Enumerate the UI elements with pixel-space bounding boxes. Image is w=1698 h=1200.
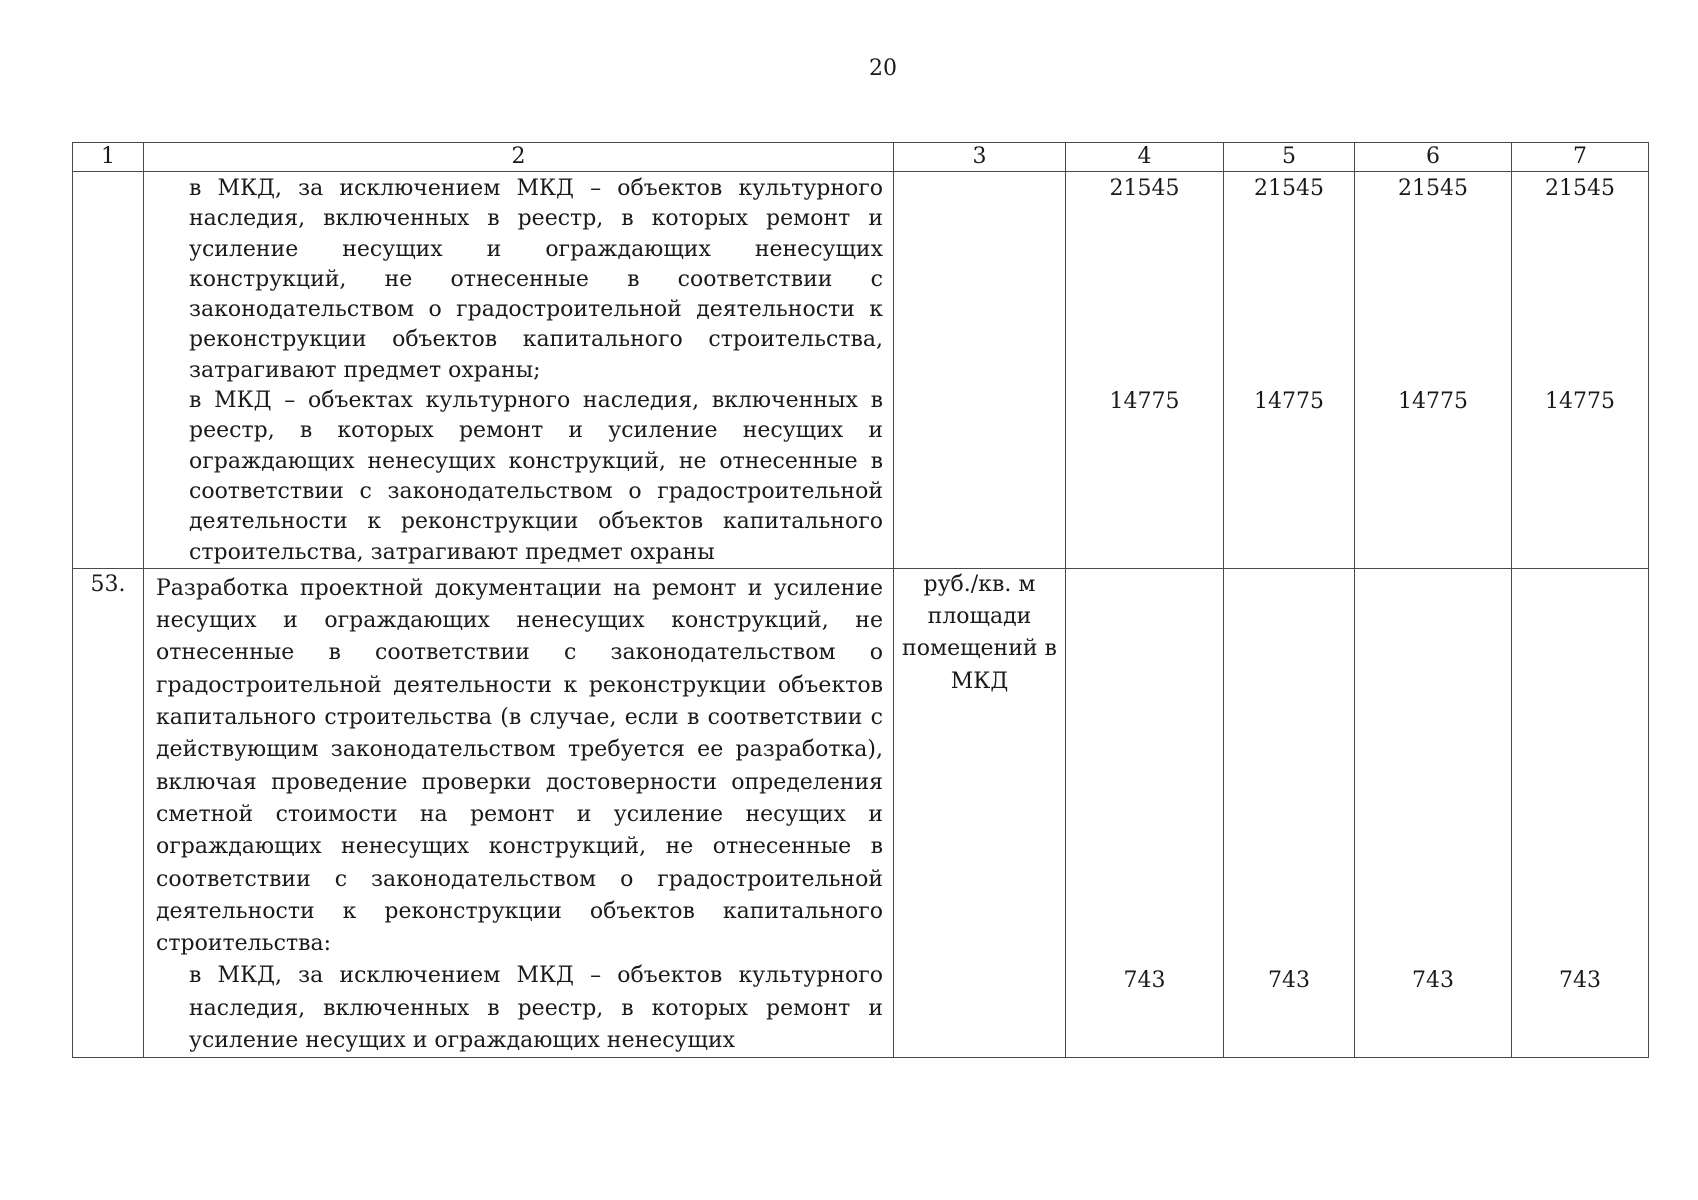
value: 21545 bbox=[1545, 176, 1615, 201]
value: 14775 bbox=[1545, 389, 1615, 414]
value: 14775 bbox=[1398, 389, 1468, 414]
row-number: 53. bbox=[73, 568, 144, 1057]
description-cell bbox=[144, 568, 894, 1057]
description-text: Разработка проектной документации на ремонт и усиление несущих и ограждающих ненесущих конструкций, не отнесенные в соответствии с законодательством о градостроительной деятельности к реконструкции объектов капитального строительства (в случае, если в соответствии с действующим законодательством требуется ее разработка), включая проведение проверки достоверности определения сметной стоимости на ремонт и усиление несущих и ограждающих ненесущих конструкций, не отнесенные в соответствии с законодательством о градостроительной деятельности к реконструкции объектов капитального строительства: bbox=[156, 575, 883, 957]
description-text: в МКД, за исключением МКД – объектов культурного наследия, включенных в реестр, в которых ремонт и усиление несущих и ограждающих ненесущих конструкций, не отнесенные в соответствии с законодательством о градостроительной деятельности к реконструкции объектов капитального строительства, затрагивают предмет охраны; bbox=[189, 176, 883, 383]
value: 743 bbox=[1123, 967, 1166, 993]
value-cell bbox=[1066, 172, 1224, 569]
column-number-7: 7 bbox=[1512, 143, 1649, 172]
value: 14775 bbox=[1254, 389, 1324, 414]
column-number-2: 2 bbox=[144, 143, 894, 172]
column-number-4: 4 bbox=[1066, 143, 1224, 172]
value: 21545 bbox=[1109, 176, 1180, 201]
column-number-1: 1 bbox=[73, 143, 144, 172]
value-cell bbox=[1224, 172, 1355, 569]
value: 743 bbox=[1559, 967, 1601, 993]
description-text: в МКД, за исключением МКД – объектов культурного наследия, включенных в реестр, в которых ремонт и усиление несущих и ограждающих ненесущих bbox=[189, 963, 883, 1054]
description-text: в МКД – объектах культурного наследия, включенных в реестр, в которых ремонт и усиление несущих и ограждающих ненесущих конструкций, не отнесенные в соответствии с законодательством о градостроительной деятельности к реконструкции объектов капитального строительства, затрагивают предмет охраны bbox=[189, 388, 883, 565]
column-number-5: 5 bbox=[1224, 143, 1355, 172]
value: 21545 bbox=[1254, 176, 1324, 201]
table-row bbox=[73, 568, 1649, 1057]
page-number: 20 bbox=[869, 56, 897, 81]
unit-cell: руб./кв. м площади помещений в МКД bbox=[894, 568, 1066, 1057]
rates-table bbox=[72, 142, 1649, 1058]
value: 14775 bbox=[1109, 389, 1180, 414]
value: 743 bbox=[1412, 967, 1454, 993]
column-number-3: 3 bbox=[894, 143, 1066, 172]
column-number-header-row bbox=[73, 143, 1649, 172]
table-row bbox=[73, 172, 1649, 569]
value-cell bbox=[1355, 172, 1512, 569]
column-number-6: 6 bbox=[1355, 143, 1512, 172]
value-cell bbox=[1512, 568, 1649, 1057]
description-cell bbox=[144, 172, 894, 569]
value-cell bbox=[1355, 568, 1512, 1057]
unit-cell bbox=[894, 172, 1066, 569]
value-cell bbox=[1066, 568, 1224, 1057]
value-cell bbox=[1224, 568, 1355, 1057]
value: 743 bbox=[1268, 967, 1310, 993]
value-cell bbox=[1512, 172, 1649, 569]
value: 21545 bbox=[1398, 176, 1468, 201]
row-number bbox=[73, 172, 144, 569]
